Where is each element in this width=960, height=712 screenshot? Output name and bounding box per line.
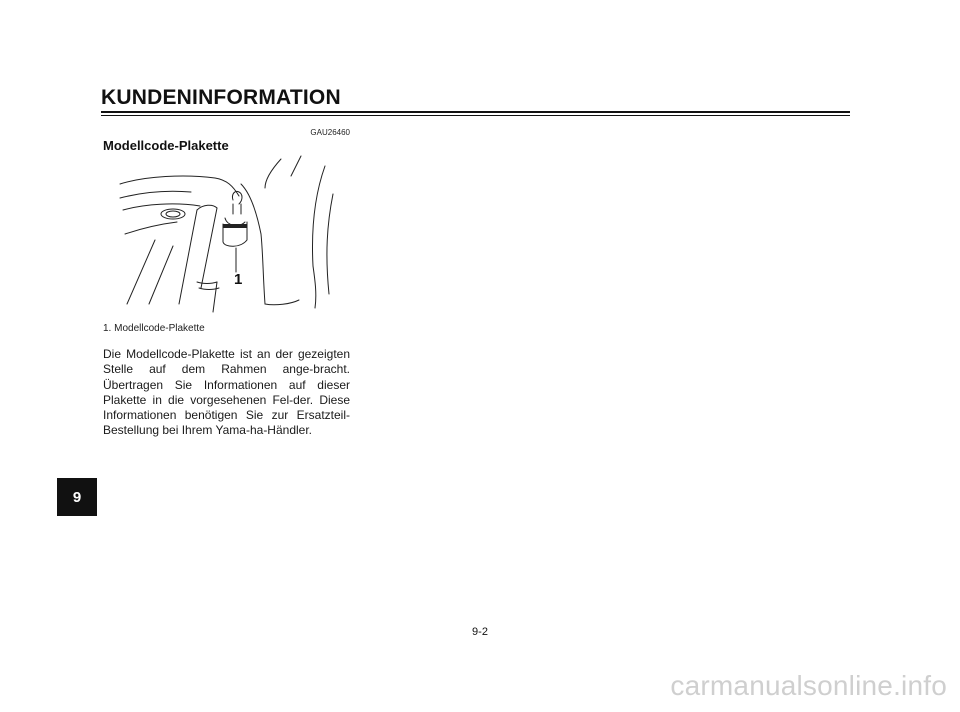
figure-callout-number: 1 — [234, 271, 243, 288]
header-rule-thick — [101, 111, 850, 113]
page-number: 9-2 — [472, 626, 488, 638]
body-paragraph: Die Modellcode-Plakette ist an der gezeigten Stelle auf dem Rahmen ange-bracht. Übertragen Sie Informationen auf dieser Plakette in die vorgesehenen Fel-der. Diese Informationen benötigen Sie zur Ersatzteil-Bestellung bei Ihrem Yama-ha-Händler. — [103, 347, 350, 438]
chapter-tab: 9 — [57, 478, 97, 516]
header-rule-thin — [101, 115, 850, 116]
page-header-title: KUNDENINFORMATION — [101, 86, 341, 109]
watermark-text: carmanualsonline.info — [670, 670, 947, 701]
section-heading: Modellcode-Plakette — [103, 138, 229, 153]
section-code: GAU26460 — [310, 128, 350, 137]
model-plate-illustration — [115, 154, 350, 316]
figure-caption: 1. Modellcode-Plakette — [103, 323, 205, 334]
